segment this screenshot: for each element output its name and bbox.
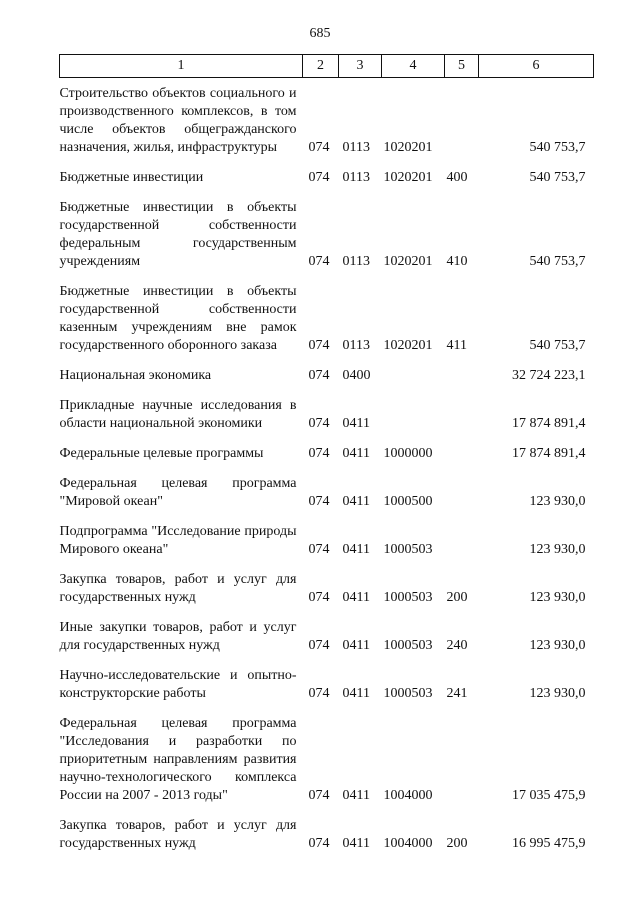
row-section-code-cell: 0411	[342, 494, 370, 509]
row-admin-code-cell: 074	[308, 254, 330, 269]
row-name-cell: Федеральные целевые программы	[59, 446, 264, 461]
row-section-code-cell: 0411	[342, 416, 370, 431]
row-admin-code-cell: 074	[308, 338, 330, 353]
row-section-code-cell: 0113	[342, 338, 370, 353]
row-name-cell: Бюджетные инвестиции	[59, 170, 204, 185]
row-section-code-cell: 0113	[342, 254, 370, 269]
row-admin-code-cell: 074	[308, 494, 330, 509]
row-admin-code-cell: 074	[308, 140, 330, 155]
header-col-4: 4	[382, 55, 445, 78]
row-target-code-cell: 1000503	[383, 590, 433, 605]
table-body	[60, 78, 594, 856]
row-expense-type-cell	[445, 78, 479, 160]
row-expense-type-cell: 400	[446, 170, 468, 185]
table-row	[60, 189, 594, 273]
row-amount-cell: 123 930,0	[529, 638, 586, 653]
budget-table	[59, 54, 594, 855]
row-expense-type-cell: 410	[446, 254, 468, 269]
row-amount-cell: 32 724 223,1	[512, 368, 586, 383]
row-section-code-cell: 0411	[342, 446, 370, 461]
table-row	[60, 609, 594, 657]
row-admin-code-cell: 074	[308, 368, 330, 383]
row-admin-code-cell: 074	[308, 788, 330, 803]
table-row	[60, 357, 594, 387]
row-amount-cell: 123 930,0	[529, 686, 586, 701]
row-target-code-cell	[382, 357, 445, 387]
table-header-row	[60, 55, 594, 78]
page-number: 685	[309, 26, 331, 41]
row-admin-code-cell: 074	[308, 170, 330, 185]
row-section-code-cell: 0411	[342, 686, 370, 701]
row-name-cell: Иные закупки товаров, работ и услуг для государственных нужд	[59, 620, 297, 653]
table-row	[60, 513, 594, 561]
row-name-cell: Федеральная целевая программа "Исследования и разработки по приоритетным направлениям развития научно-технологического комплекса России на 2007 - 2013 годы"	[59, 716, 297, 803]
row-expense-type-cell	[445, 435, 479, 465]
row-name-cell: Подпрограмма "Исследование природы Мирового океана"	[59, 524, 297, 557]
row-name-cell: Закупка товаров, работ и услуг для государственных нужд	[59, 818, 297, 851]
row-target-code-cell	[382, 387, 445, 435]
row-amount-cell: 540 753,7	[529, 338, 586, 353]
row-amount-cell: 16 995 475,9	[512, 836, 586, 851]
table-row	[60, 465, 594, 513]
row-expense-type-cell: 411	[446, 338, 467, 353]
header-col-2: 2	[303, 55, 339, 78]
row-section-code-cell: 0113	[342, 140, 370, 155]
row-amount-cell: 540 753,7	[529, 170, 586, 185]
row-expense-type-cell	[445, 465, 479, 513]
row-name-cell: Бюджетные инвестиции в объекты государственной собственности казенным учреждениям вне рамок государственного оборонного заказа	[59, 284, 297, 353]
row-name-cell: Бюджетные инвестиции в объекты государственной собственности федеральным государственным учреждениям	[59, 200, 297, 269]
row-admin-code-cell: 074	[308, 638, 330, 653]
row-expense-type-cell: 200	[446, 590, 468, 605]
row-section-code-cell: 0400	[342, 368, 371, 383]
row-amount-cell: 123 930,0	[529, 542, 586, 557]
row-name-cell: Федеральная целевая программа "Мировой океан"	[59, 476, 297, 509]
row-target-code-cell: 1000503	[383, 686, 433, 701]
row-expense-type-cell: 240	[446, 638, 468, 653]
row-name-cell: Прикладные научные исследования в области национальной экономики	[59, 398, 297, 431]
row-amount-cell: 17 874 891,4	[512, 416, 586, 431]
row-amount-cell: 17 874 891,4	[512, 446, 586, 461]
row-name-cell: Научно-исследовательские и опытно-конструкторские работы	[59, 668, 297, 701]
row-target-code-cell: 1004000	[383, 836, 433, 851]
row-admin-code-cell: 074	[308, 542, 330, 557]
row-expense-type-cell	[445, 705, 479, 807]
row-expense-type-cell	[445, 513, 479, 561]
table-row	[60, 705, 594, 807]
row-admin-code-cell: 074	[308, 590, 330, 605]
row-target-code-cell: 1000503	[383, 638, 433, 653]
row-amount-cell: 540 753,7	[529, 140, 586, 155]
row-name-cell: Национальная экономика	[59, 368, 212, 383]
row-expense-type-cell	[445, 357, 479, 387]
row-target-code-cell: 1000503	[383, 542, 433, 557]
row-section-code-cell: 0411	[342, 836, 370, 851]
row-admin-code-cell: 074	[308, 446, 330, 461]
table-row	[60, 78, 594, 160]
row-admin-code-cell: 074	[308, 416, 330, 431]
row-amount-cell: 123 930,0	[529, 590, 586, 605]
row-section-code-cell: 0411	[342, 590, 370, 605]
row-target-code-cell: 1020201	[383, 338, 433, 353]
table-row	[60, 807, 594, 855]
row-admin-code-cell: 074	[308, 686, 330, 701]
row-name-cell: Строительство объектов социального и производственного комплексов, в том числе объектов общегражданского назначения, жилья, инфраструктуры	[59, 86, 297, 155]
header-col-1: 1	[60, 55, 303, 78]
row-target-code-cell: 1020201	[383, 170, 433, 185]
row-section-code-cell: 0411	[342, 638, 370, 653]
table-row	[60, 435, 594, 465]
row-target-code-cell: 1020201	[383, 140, 433, 155]
row-target-code-cell: 1020201	[383, 254, 433, 269]
row-target-code-cell: 1000500	[383, 494, 433, 509]
table-row	[60, 657, 594, 705]
row-admin-code-cell: 074	[308, 836, 330, 851]
row-amount-cell: 123 930,0	[529, 494, 586, 509]
row-section-code-cell: 0411	[342, 788, 370, 803]
row-expense-type-cell: 241	[446, 686, 468, 701]
header-col-6: 6	[479, 55, 594, 78]
table-row	[60, 387, 594, 435]
row-name-cell: Закупка товаров, работ и услуг для государственных нужд	[59, 572, 297, 605]
table-row	[60, 273, 594, 357]
row-amount-cell: 17 035 475,9	[512, 788, 586, 803]
row-expense-type-cell: 200	[446, 836, 468, 851]
table-row	[60, 159, 594, 189]
row-target-code-cell: 1000000	[383, 446, 433, 461]
table-row	[60, 561, 594, 609]
row-section-code-cell: 0113	[342, 170, 370, 185]
header-col-3: 3	[339, 55, 382, 78]
row-expense-type-cell	[445, 387, 479, 435]
row-section-code-cell: 0411	[342, 542, 370, 557]
row-target-code-cell: 1004000	[383, 788, 433, 803]
header-col-5: 5	[445, 55, 479, 78]
row-amount-cell: 540 753,7	[529, 254, 586, 269]
